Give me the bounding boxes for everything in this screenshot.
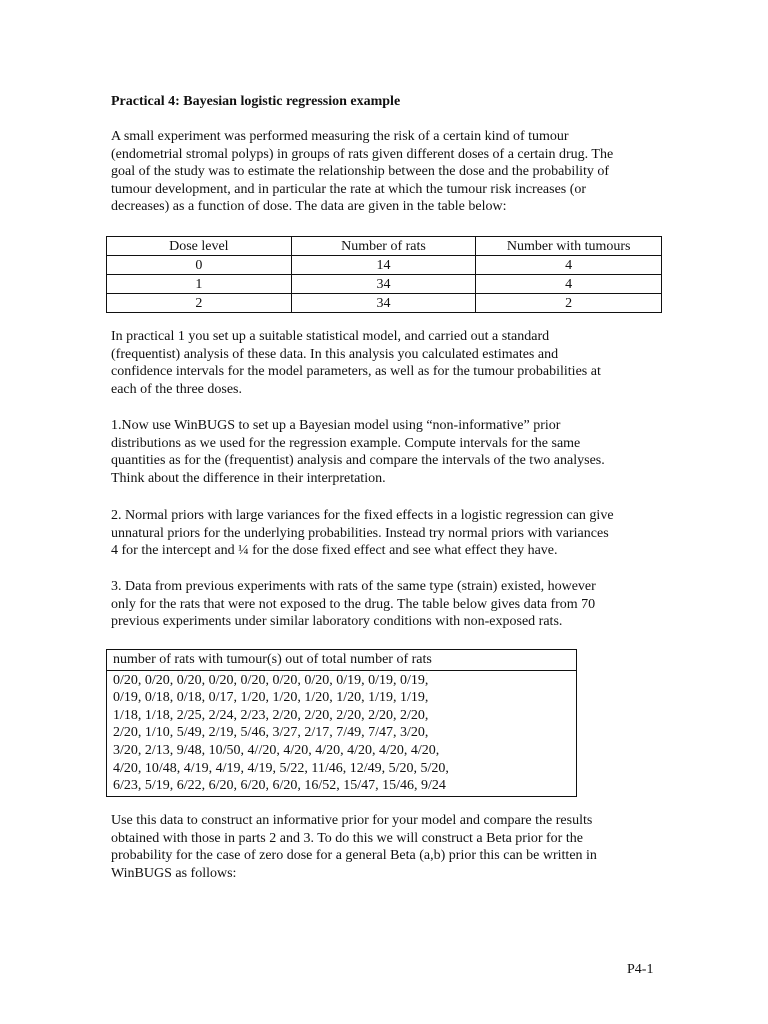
data-line: 2/20, 1/10, 5/49, 2/19, 5/46, 3/27, 2/17, 7/49, 7/47, 3/20, xyxy=(113,725,429,741)
table-row xyxy=(107,275,662,294)
table-cell: 4 xyxy=(476,256,662,275)
practical1-paragraph xyxy=(111,328,671,398)
text-line: 3. Data from previous experiments with rats of the same type (strain) existed, however xyxy=(111,579,596,594)
previous-experiments-table xyxy=(106,649,577,797)
table-header-row xyxy=(107,237,662,256)
text-line: only for the rats that were not exposed to the drug. The table below gives data from 70 xyxy=(111,596,596,612)
table-cell: 4 xyxy=(476,275,662,294)
page-title: Practical 4: Bayesian logistic regression example xyxy=(111,94,401,109)
column-header-number-with-tumours: Number with tumours xyxy=(476,237,662,256)
table-cell: 0 xyxy=(107,256,292,275)
text-line: (endometrial stromal polyps) in groups of rats given different doses of a certain drug. The xyxy=(111,146,614,162)
text-line: (frequentist) analysis of these data. In this analysis you calculated estimates and xyxy=(111,346,559,362)
table-cell: 34 xyxy=(291,275,476,294)
text-line: Use this data to construct an informative prior for your model and compare the results xyxy=(111,813,593,828)
text-line: each of the three doses. xyxy=(111,381,242,397)
column-header-number-of-rats: Number of rats xyxy=(291,237,476,256)
data-line: 4/20, 10/48, 4/19, 4/19, 4/19, 5/22, 11/46, 12/49, 5/20, 5/20, xyxy=(113,760,449,776)
table-cell xyxy=(107,670,577,796)
text-line: 2. Normal priors with large variances for the fixed effects in a logistic regression can give xyxy=(111,508,614,523)
text-line: decreases) as a function of dose. The data are given in the table below: xyxy=(111,199,507,215)
column-header: number of rats with tumour(s) out of total number of rats xyxy=(107,650,577,671)
question-3-paragraph xyxy=(111,578,671,631)
data-line: 6/23, 5/19, 6/22, 6/20, 6/20, 6/20, 16/52, 15/47, 15/46, 9/24 xyxy=(113,778,446,794)
question-2-paragraph xyxy=(111,507,671,560)
table-cell: 1 xyxy=(107,275,292,294)
intro-paragraph xyxy=(111,128,671,216)
text-line: 4 for the intercept and ¼ for the dose fixed effect and see what effect they have. xyxy=(111,543,558,559)
text-line: goal of the study was to estimate the relationship between the dose and the probability of xyxy=(111,164,610,180)
text-line: WinBUGS as follows: xyxy=(111,865,237,881)
data-line: 1/18, 1/18, 2/25, 2/24, 2/23, 2/20, 2/20, 2/20, 2/20, 2/20, xyxy=(113,707,429,723)
question-1-paragraph xyxy=(111,417,671,487)
table-cell: 2 xyxy=(107,294,292,313)
table-cell: 2 xyxy=(476,294,662,313)
data-line: 0/20, 0/20, 0/20, 0/20, 0/20, 0/20, 0/20, 0/19, 0/19, 0/19, xyxy=(113,672,429,688)
table-row xyxy=(107,256,662,275)
table-header-row xyxy=(107,650,577,671)
table-cell: 14 xyxy=(291,256,476,275)
text-line: confidence intervals for the model parameters, as well as for the tumour probabilities at xyxy=(111,364,601,380)
text-line: In practical 1 you set up a suitable statistical model, and carried out a standard xyxy=(111,329,550,344)
text-line: probability for the case of zero dose for a general Beta (a,b) prior this can be written in xyxy=(111,848,597,864)
text-line: 1.Now use WinBUGS to set up a Bayesian model using “non-informative” prior xyxy=(111,418,561,433)
text-line: quantities as for the (frequentist) analysis and compare the intervals of the two analyses. xyxy=(111,453,605,469)
data-line: 3/20, 2/13, 9/48, 10/50, 4//20, 4/20, 4/20, 4/20, 4/20, 4/20, xyxy=(113,742,440,758)
text-line: previous experiments under similar laboratory conditions with non-exposed rats. xyxy=(111,614,563,630)
text-line: obtained with those in parts 2 and 3. To do this we will construct a Beta prior for the xyxy=(111,830,583,846)
text-line: tumour development, and in particular the rate at which the tumour risk increases (or xyxy=(111,181,587,197)
dose-table xyxy=(106,236,662,313)
table-row xyxy=(107,294,662,313)
table-cell: 34 xyxy=(291,294,476,313)
data-line: 0/19, 0/18, 0/18, 0/17, 1/20, 1/20, 1/20, 1/20, 1/19, 1/19, xyxy=(113,690,429,706)
table-row xyxy=(107,670,577,796)
closing-paragraph xyxy=(111,812,671,882)
page-number: P4-1 xyxy=(627,962,654,977)
text-line: distributions as we used for the regression example. Compute intervals for the same xyxy=(111,435,581,451)
text-line: unnatural priors for the underlying probabilities. Instead try normal priors with variances xyxy=(111,525,609,541)
text-line: A small experiment was performed measuring the risk of a certain kind of tumour xyxy=(111,129,569,144)
text-line: Think about the difference in their interpretation. xyxy=(111,470,386,486)
column-header-dose-level: Dose level xyxy=(107,237,292,256)
